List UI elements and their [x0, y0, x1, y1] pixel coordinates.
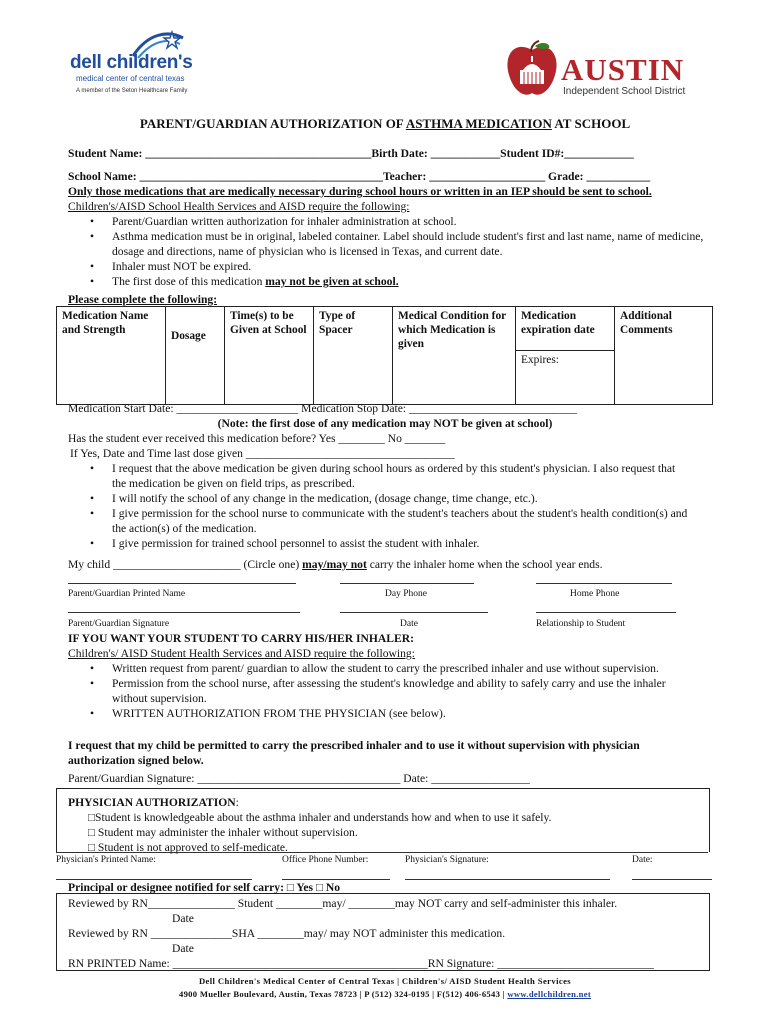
apple-capitol-icon — [505, 40, 559, 100]
list-item: • The first dose of this medication may not be given at school. — [68, 274, 708, 289]
austin-isd-logo — [505, 40, 705, 102]
list-item: • I give permission for the school nurse to communicate with the student's teachers about the student's health condition(s) and the action(s) of the medication. — [68, 506, 688, 536]
col-comments: Additional Comments — [615, 307, 713, 405]
list-item: • Permission from the school nurse, after assessing the student's knowledge and ability to safely carry and use the inhaler without supervision. — [68, 676, 688, 706]
austin-logo-subtitle: Independent School District — [563, 86, 686, 97]
website-link[interactable]: www.dellchildren.net — [507, 989, 591, 999]
day-phone-label: Day Phone — [385, 589, 427, 599]
student-name-line[interactable]: Student Name: _______________________________________Birth Date: ____________Student ID#:____________ — [68, 147, 634, 160]
relationship-label: Relationship to Student — [536, 619, 626, 629]
page-title: PARENT/GUARDIAN AUTHORIZATION OF ASTHMA MEDICATION AT SCHOOL — [139, 116, 631, 131]
col-medication-name: Medication Name and Strength — [57, 307, 166, 405]
my-child-line[interactable]: My child ______________________ (Circle one) may/may not carry the inhaler home when the school year ends. — [68, 558, 603, 571]
footer-line-1: Dell Children's Medical Center of Central Texas | Children's/ AISD Student Health Services — [198, 976, 572, 986]
carry-request: I request that my child be permitted to carry the prescribed inhaler and to use it without supervision with physician authorization signed below. — [68, 739, 640, 767]
expires-cell[interactable]: Expires: — [516, 351, 615, 405]
reviewed-by-rn-2[interactable]: Reviewed by RN ______________SHA ________may/ may NOT administer this medication. — [68, 927, 506, 940]
col-dosage: Dosage — [166, 307, 225, 405]
parent-printed-label: Parent/Guardian Printed Name — [68, 589, 186, 599]
physician-option-knowledgeable[interactable]: □Student is knowledgeable about the asthma inhaler and understands how and when to use it safely. — [88, 811, 552, 824]
list-item: • WRITTEN AUTHORIZATION FROM THE PHYSICIAN (see below). — [68, 706, 688, 721]
school-name-line[interactable]: School Name: __________________________________________Teacher: ____________________ Grade: ___________ — [68, 170, 651, 183]
physician-option-administer[interactable]: □ Student may administer the inhaler without supervision. — [88, 826, 358, 839]
first-dose-note: (Note: the first dose of any medication may NOT be given at school) — [217, 417, 553, 430]
notice-block — [68, 184, 678, 214]
austin-logo-title: AUSTIN — [561, 52, 685, 87]
dell-logo-tagline: A member of the Seton Healthcare Family — [76, 88, 188, 94]
requirements-list — [68, 214, 708, 289]
start-stop-dates[interactable]: Medication Start Date: _____________________ Medication Stop Date: _____________________________ — [68, 402, 578, 415]
list-item: • Written request from parent/ guardian to allow the student to carry the prescribed inhaler and use without supervision. — [68, 661, 688, 676]
parent-signature-label: Parent/Guardian Signature — [68, 619, 170, 629]
physician-date-label: Date: — [632, 855, 653, 865]
physician-option-not-approved[interactable]: □ Student is not approved to self-medicate. — [88, 841, 288, 854]
reviewed-date-2: Date — [172, 942, 194, 955]
col-expiration: Medication expiration date — [516, 307, 615, 351]
list-item: • I will notify the school of any change in the medication, (dosage change, time change, etc.). — [68, 491, 688, 506]
carry-heading: IF YOU WANT YOUR STUDENT TO CARRY HIS/HER INHALER: — [68, 632, 414, 645]
physician-printed-name-label: Physician's Printed Name: — [56, 855, 156, 865]
notice-rest: Children's/AISD School Health Services and AISD require the following: — [68, 200, 410, 213]
table-header-row — [57, 307, 713, 351]
col-condition: Medical Condition for which Medication is given — [393, 307, 516, 405]
physician-heading: PHYSICIAN AUTHORIZATION: — [68, 796, 239, 809]
principal-heading[interactable]: Principal or designee notified for self carry: □ Yes □ No — [68, 881, 341, 894]
received-before[interactable]: Has the student ever received this medication before? Yes ________ No _______ — [68, 432, 446, 445]
date-label: Date — [400, 619, 418, 629]
dell-logo-subtitle: medical center of central texas — [76, 74, 185, 83]
rn-printed-name[interactable]: RN PRINTED Name: ____________________________________________RN Signature: ___________________________ — [68, 957, 654, 970]
carry-require: Children's/ AISD Student Health Services and AISD require the following: — [68, 647, 415, 660]
office-phone-label: Office Phone Number: — [282, 855, 369, 865]
requests-list — [68, 461, 688, 551]
reviewed-by-rn-1[interactable]: Reviewed by RN_______________ Student ________may/ ________may NOT carry and self-administer this inhaler. — [68, 897, 618, 910]
list-item: • Parent/Guardian written authorization for inhaler administration at school. — [68, 214, 708, 229]
physician-signature-label: Physician's Signature: — [405, 855, 489, 865]
complete-label: Please complete the following: — [68, 293, 218, 306]
dell-childrens-logo — [70, 28, 220, 98]
last-dose-line[interactable]: If Yes, Date and Time last dose given ____________________________________ — [70, 447, 455, 460]
list-item: • I request that the above medication be given during school hours as ordered by this student's physician. I also request that the medication be given on field trips, as prescribed. — [68, 461, 688, 491]
col-spacer: Type of Spacer — [314, 307, 393, 405]
footer-line-2: 4900 Mueller Boulevard, Austin, Texas 78723 | P (512) 324-0195 | F(512) 406-6543 | www.dellchildren.net — [178, 989, 591, 999]
medication-table — [56, 306, 713, 405]
col-times: Time(s) to be Given at School — [225, 307, 314, 405]
home-phone-label: Home Phone — [570, 589, 620, 599]
dell-logo-title: dell children's — [70, 52, 193, 73]
carry-signature-line[interactable]: Parent/Guardian Signature: ___________________________________ Date: _________________ — [68, 772, 530, 785]
reviewed-date-1: Date — [172, 912, 194, 925]
carry-list — [68, 661, 688, 721]
list-item: • Asthma medication must be in original, labeled container. Label should include student's first and last name, name of medicine, dosage and directions, name of physician who is licensed in Texas, and current date. — [68, 229, 708, 259]
notice-text: Only those medications that are medically necessary during school hours or written in an IEP should be sent to school. — [68, 185, 652, 198]
list-item: • Inhaler must NOT be expired. — [68, 259, 708, 274]
list-item: • I give permission for trained school personnel to assist the student with inhaler. — [68, 536, 688, 551]
